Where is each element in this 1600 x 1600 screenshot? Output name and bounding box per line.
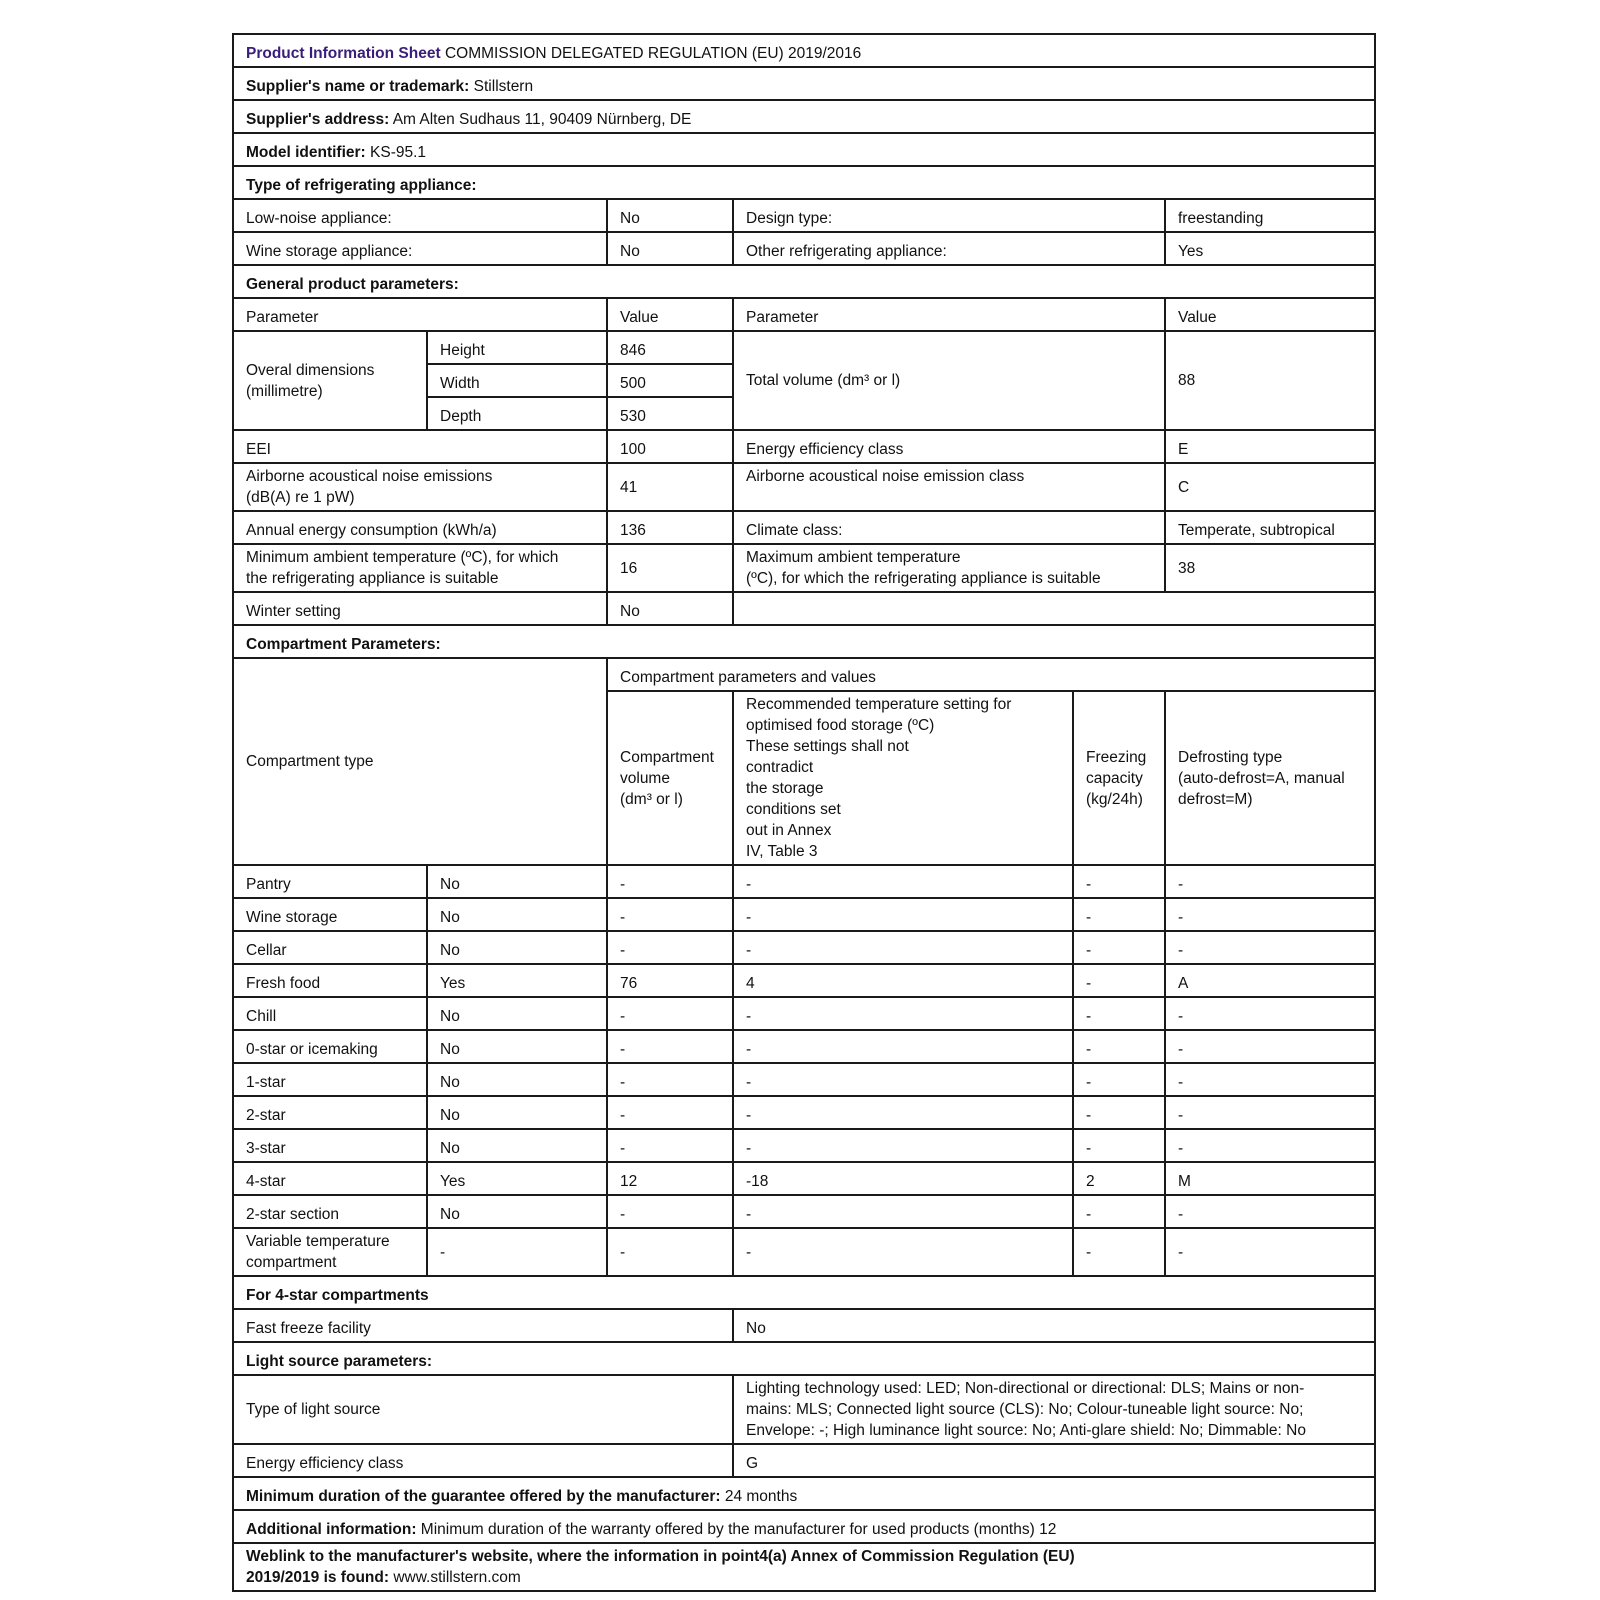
title-row [233,34,1375,67]
compartment-temp: - [733,1228,1073,1276]
compartment-freezing: - [1073,1129,1165,1162]
compartment-present: No [427,931,607,964]
compartment-volume: - [607,1063,733,1096]
height-label: Height [427,331,607,364]
compartment-type-header: Compartment type [233,658,607,865]
title-cell [233,34,1375,67]
wine-appliance-label: Wine storage appliance: [233,232,607,265]
compartment-present: - [427,1228,607,1276]
climate-class-label: Climate class: [733,511,1165,544]
compartment-temp: - [733,1195,1073,1228]
compartment-temp: - [733,865,1073,898]
light-energy-label: Energy efficiency class [233,1444,733,1477]
compartment-temp: - [733,1129,1073,1162]
guarantee-cell [233,1477,1375,1510]
compartment-defrost: A [1165,964,1375,997]
compartment-volume: 76 [607,964,733,997]
col-value-right: Value [1165,298,1375,331]
guarantee-value: 24 months [724,1488,798,1505]
compartment-freezing: - [1073,1195,1165,1228]
compartment-row [233,865,1375,898]
compartment-type: Wine storage [233,898,427,931]
min-temp-label: Minimum ambient temperature (ºC), for which the refrigerating appliance is suitable [233,544,607,592]
noise-class-label: Airborne acoustical noise emission class [733,463,1165,511]
climate-class-value: Temperate, subtropical [1165,511,1375,544]
compartment-present: No [427,865,607,898]
compartment-defrost: - [1165,1129,1375,1162]
compartment-row [233,964,1375,997]
compartment-freezing: - [1073,997,1165,1030]
freezing-capacity-header: Freezing capacity (kg/24h) [1073,691,1165,865]
compartment-defrost: - [1165,997,1375,1030]
fast-freeze-value: No [733,1309,1375,1342]
compartment-present: No [427,1030,607,1063]
compartment-heading: Compartment Parameters: [233,625,1375,658]
compartment-type: 3-star [233,1129,427,1162]
wine-appliance-value: No [607,232,733,265]
noise-value: 41 [607,463,733,511]
compartment-volume: - [607,1096,733,1129]
light-type-label: Type of light source [233,1375,733,1444]
compartment-volume: 12 [607,1162,733,1195]
weblink-label: Weblink to the manufacturer's website, where the information in point4(a) Annex of Commission Regulation (EU) 2019/2019 is found: [246,1548,1075,1586]
compartment-volume: - [607,1030,733,1063]
winter-setting-label: Winter setting [233,592,607,625]
compartment-present: No [427,1195,607,1228]
compartment-freezing: 2 [1073,1162,1165,1195]
max-temp-label: Maximum ambient temperature (ºC), for which the refrigerating appliance is suitable [733,544,1165,592]
compartment-volume: - [607,1228,733,1276]
compartment-row [233,1096,1375,1129]
compartment-present: No [427,898,607,931]
compartment-volume: - [607,1195,733,1228]
annual-energy-value: 136 [607,511,733,544]
guarantee-label: Minimum duration of the guarantee offered by the manufacturer: [246,1488,721,1505]
compartment-present: No [427,1129,607,1162]
noise-label: Airborne acoustical noise emissions (dB(A) re 1 pW) [233,463,607,511]
compartment-row [233,1195,1375,1228]
compartment-temp: - [733,1063,1073,1096]
compartment-freezing: - [1073,898,1165,931]
compartment-present: No [427,997,607,1030]
other-appliance-label: Other refrigerating appliance: [733,232,1165,265]
compartment-type: 0-star or icemaking [233,1030,427,1063]
col-value-left: Value [607,298,733,331]
type-heading: Type of refrigerating appliance: [233,166,1375,199]
additional-info-value: Minimum duration of the warranty offered by the manufacturer for used products (months) 12 [420,1521,1057,1538]
compartment-defrost: - [1165,1030,1375,1063]
compartment-temp: - [733,1030,1073,1063]
supplier-address-cell [233,100,1375,133]
compartment-type: Variable temperature compartment [233,1228,427,1276]
width-label: Width [427,364,607,397]
compartment-present: Yes [427,964,607,997]
design-type-value: freestanding [1165,199,1375,232]
compartment-type: Cellar [233,931,427,964]
compartment-type: Chill [233,997,427,1030]
compartment-volume: - [607,865,733,898]
compartment-present: No [427,1063,607,1096]
compartment-type: Pantry [233,865,427,898]
compartment-temp: - [733,931,1073,964]
compartment-row [233,1030,1375,1063]
weblink-value[interactable]: www.stillstern.com [393,1569,521,1586]
compartment-type: 1-star [233,1063,427,1096]
compartment-rows [233,865,1375,1276]
info-table [232,33,1376,1592]
winter-setting-value: No [607,592,733,625]
max-temp-value: 38 [1165,544,1375,592]
compartment-freezing: - [1073,1063,1165,1096]
supplier-address-value: Am Alten Sudhaus 11, 90409 Nürnberg, DE [392,111,692,128]
dimensions-label: Overal dimensions (millimetre) [233,331,427,430]
compartment-temp: 4 [733,964,1073,997]
compartment-volume-header: Compartment volume (dm³ or l) [607,691,733,865]
model-label: Model identifier: [246,144,366,161]
compartment-volume: - [607,997,733,1030]
annual-energy-label: Annual energy consumption (kWh/a) [233,511,607,544]
energy-class-label: Energy efficiency class [733,430,1165,463]
compartment-type: 4-star [233,1162,427,1195]
additional-info-label: Additional information: [246,1521,417,1538]
design-type-label: Design type: [733,199,1165,232]
compartment-freezing: - [1073,865,1165,898]
compartment-row [233,1129,1375,1162]
compartment-temp: - [733,997,1073,1030]
compartment-type: 2-star [233,1096,427,1129]
compartment-row [233,997,1375,1030]
low-noise-label: Low-noise appliance: [233,199,607,232]
supplier-name-label: Supplier's name or trademark: [246,78,470,95]
fast-freeze-label: Fast freeze facility [233,1309,733,1342]
light-energy-value: G [733,1444,1375,1477]
compartment-defrost: - [1165,1195,1375,1228]
compartment-volume: - [607,1129,733,1162]
compartment-present: Yes [427,1162,607,1195]
compartment-row [233,931,1375,964]
compartment-defrost: - [1165,931,1375,964]
model-value: KS-95.1 [370,144,427,161]
low-noise-value: No [607,199,733,232]
general-heading: General product parameters: [233,265,1375,298]
compartment-defrost: M [1165,1162,1375,1195]
model-cell [233,133,1375,166]
compartment-row [233,1228,1375,1276]
compartment-freezing: - [1073,1228,1165,1276]
compartment-row [233,1162,1375,1195]
title-regulation: COMMISSION DELEGATED REGULATION (EU) 2019/2016 [444,45,862,62]
compartment-type: Fresh food [233,964,427,997]
energy-class-value: E [1165,430,1375,463]
compartment-freezing: - [1073,964,1165,997]
total-volume-label: Total volume (dm³ or l) [733,331,1165,430]
supplier-name-value: Stillstern [473,78,534,95]
compartment-freezing: - [1073,1030,1165,1063]
depth-label: Depth [427,397,607,430]
compartment-defrost: - [1165,865,1375,898]
height-value: 846 [607,331,733,364]
light-heading: Light source parameters: [233,1342,1375,1375]
compartment-temp: - [733,898,1073,931]
compartment-temp: - [733,1096,1073,1129]
compartment-temp: -18 [733,1162,1073,1195]
eei-label: EEI [233,430,607,463]
min-temp-value: 16 [607,544,733,592]
col-parameter-left: Parameter [233,298,607,331]
total-volume-value: 88 [1165,331,1375,430]
additional-info-cell [233,1510,1375,1543]
compartment-defrost: - [1165,1063,1375,1096]
recommended-temp-header: Recommended temperature setting for optimised food storage (ºC) These settings shall not contradict the storage conditions set out in Annex IV, Table 3 [733,691,1073,865]
four-star-heading: For 4-star compartments [233,1276,1375,1309]
compartment-freezing: - [1073,1096,1165,1129]
width-value: 500 [607,364,733,397]
defrosting-type-header: Defrosting type (auto-defrost=A, manual defrost=M) [1165,691,1375,865]
product-information-sheet [232,33,1374,1592]
compartment-defrost: - [1165,898,1375,931]
compartment-row [233,1063,1375,1096]
supplier-address-label: Supplier's address: [246,111,390,128]
compartment-freezing: - [1073,931,1165,964]
eei-value: 100 [607,430,733,463]
compartment-volume: - [607,931,733,964]
compartment-defrost: - [1165,1228,1375,1276]
other-appliance-value: Yes [1165,232,1375,265]
winter-setting-empty [733,592,1375,625]
light-type-value: Lighting technology used: LED; Non-directional or directional: DLS; Mains or non- mains: MLS; Connected light source (CLS): No; Colour-tuneable light source: No; Envelope: -; High luminance light source: No; Anti-glare shield: No; Dimmable: No [733,1375,1375,1444]
compartment-volume: - [607,898,733,931]
compartment-type: 2-star section [233,1195,427,1228]
depth-value: 530 [607,397,733,430]
compartment-group-header: Compartment parameters and values [607,658,1375,691]
compartment-row [233,898,1375,931]
col-parameter-right: Parameter [733,298,1165,331]
title-prefix: Product Information Sheet [246,45,441,62]
supplier-name-cell [233,67,1375,100]
compartment-present: No [427,1096,607,1129]
noise-class-value: C [1165,463,1375,511]
weblink-cell [233,1543,1375,1591]
compartment-defrost: - [1165,1096,1375,1129]
